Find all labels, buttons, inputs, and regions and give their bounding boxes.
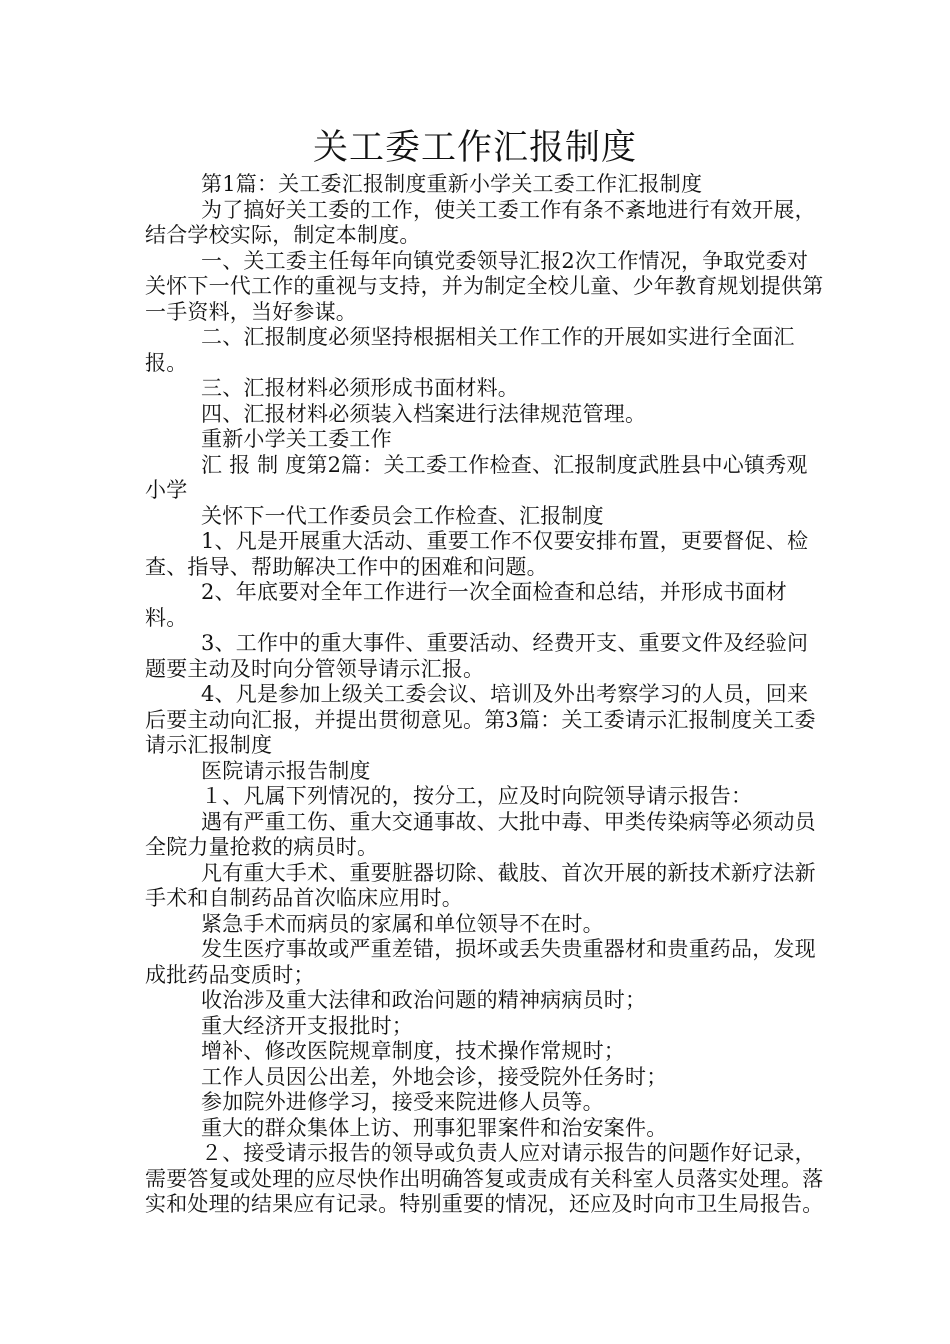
paragraph: 4、凡是参加上级关工委会议、培训及外出考察学习的人员，回来后要主动向汇报，并提出贯彻意见。第3篇：关工委请示汇报制度关工委请示汇报制度: [145, 682, 816, 757]
paragraph: 3、工作中的重大事件、重要活动、经费开支、重要文件及经验问题要主动及时向分管领导请示汇报。: [145, 631, 809, 681]
paragraph: １、凡属下列情况的，按分工，应及时向院领导请示报告：: [201, 784, 753, 808]
paragraph: 一、关工委主任每年向镇党委领导汇报2次工作情况，争取党委对关怀下一代工作的重视与支持，并为制定全校儿童、少年教育规划提供第一手资料，当好参谋。: [145, 248, 824, 324]
paragraph: 重新小学关工委工作: [201, 427, 392, 451]
paragraph: 1、凡是开展重大活动、重要工作不仅要安排布置，更要督促、检查、指导、帮助解决工作中的困难和问题。: [145, 529, 809, 579]
document-title: 关工委工作汇报制度: [312, 128, 637, 168]
paragraph: 2、年底要对全年工作进行一次全面检查和总结，并形成书面材料。: [145, 580, 787, 630]
paragraph: 四、汇报材料必须装入档案进行法律规范管理。: [201, 401, 647, 426]
paragraph: 重大的群众集体上访、刑事犯罪案件和治安案件。: [201, 1115, 668, 1140]
paragraph: 三、汇报材料必须形成书面材料。: [201, 376, 519, 400]
paragraph: 遇有严重工伤、重大交通事故、大批中毒、甲类传染病等必须动员全院力量抢救的病员时。: [145, 809, 816, 859]
paragraph: 汇 报 制 度第2篇：关工委工作检查、汇报制度武胜县中心镇秀观小学: [145, 452, 808, 502]
paragraph: 第1篇：关工委汇报制度重新小学关工委工作汇报制度: [201, 172, 703, 196]
paragraph: ２、接受请示报告的领导或负责人应对请示报告的问题作好记录，需要答复或处理的应尽快作出明确答复或责成有关科室人员落实处理。落实和处理的结果应有记录。特别重要的情况，还应及时向市卫生局报告。: [145, 1141, 824, 1216]
paragraph: 增补、修改医院规章制度，技术操作常规时；: [201, 1039, 625, 1063]
paragraph: 二、汇报制度必须坚持根据相关工作工作的开展如实进行全面汇报。: [145, 325, 795, 375]
paragraph: 参加院外进修学习，接受来院进修人员等。: [201, 1090, 604, 1114]
paragraph: 工作人员因公出差，外地会诊，接受院外任务时；: [201, 1064, 668, 1089]
document-body: [145, 172, 825, 1218]
paragraph: 紧急手术而病员的家属和单位领导不在时。: [201, 911, 604, 936]
paragraph: 收治涉及重大法律和政治问题的精神病病员时；: [201, 988, 647, 1012]
paragraph: 为了搞好关工委的工作，使关工委工作有条不紊地进行有效开展，结合学校实际，制定本制度。: [145, 197, 816, 247]
paragraph: 关怀下一代工作委员会工作检查、汇报制度: [201, 503, 604, 528]
paragraph: 重大经济开支报批时；: [201, 1013, 413, 1038]
paragraph: 医院请示报告制度: [201, 758, 371, 783]
paragraph: 凡有重大手术、重要脏器切除、截肢、首次开展的新技术新疗法新手术和自制药品首次临床应用时。: [145, 860, 816, 910]
paragraph: 发生医疗事故或严重差错，损坏或丢失贵重器材和贵重药品，发现成批药品变质时；: [145, 937, 816, 987]
